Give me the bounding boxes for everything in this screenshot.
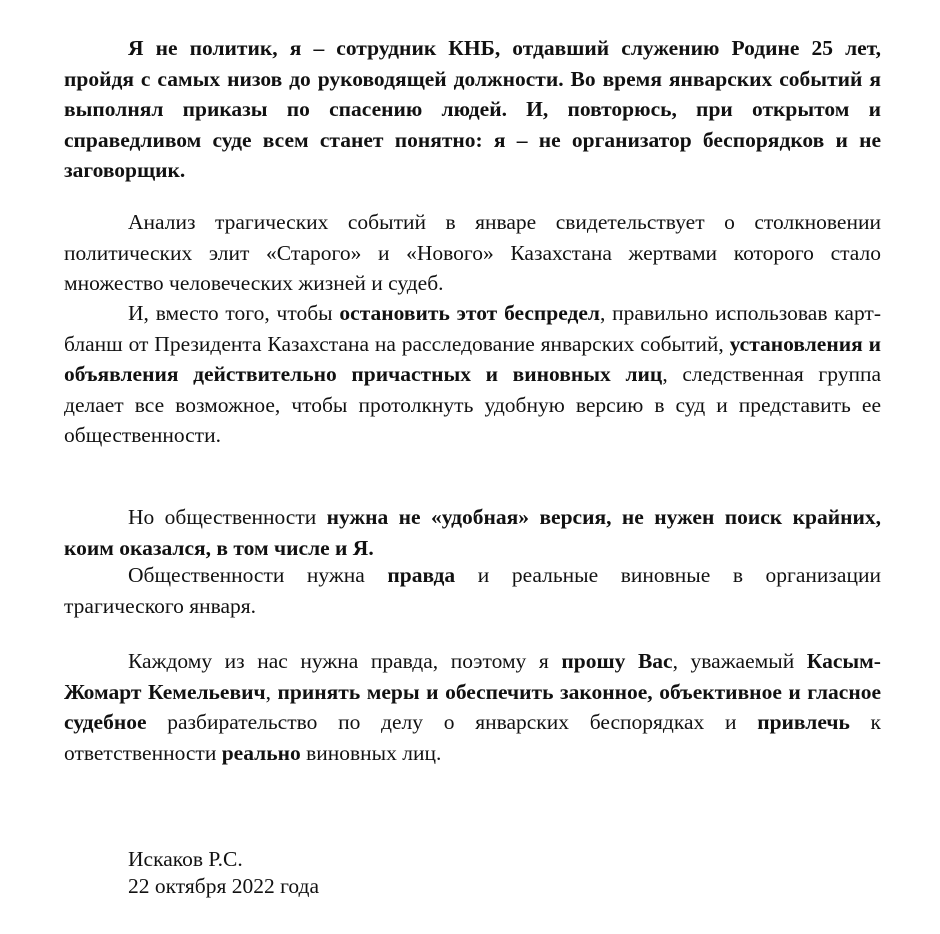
paragraph-public-need	[64, 502, 881, 563]
text-run: Но общественности	[128, 505, 327, 529]
bold-run: Касым-Жомарт Кемельевич	[64, 649, 881, 704]
text-run: к ответственности	[64, 710, 881, 765]
bold-run: правда	[387, 563, 456, 587]
bold-run: реально	[221, 740, 301, 765]
paragraph-investigation	[64, 298, 881, 451]
text-run: , правильно использовав карт-бланш от Президента Казахстана на расследование январских событий,	[64, 301, 881, 356]
bold-run: прошу Вас	[561, 649, 673, 673]
bold-run: установления и объявления действительно причастных и виновных лиц	[64, 331, 881, 386]
text-run: , следственная группа делает все возможное, чтобы протолкнуть удобную версию в суд и представить ее общественности.	[64, 362, 881, 447]
text-run: разбирательство по делу о январских беспорядках и	[146, 710, 758, 734]
text-run: Общественности нужна	[128, 563, 388, 587]
text-run: и реальные виновные в организации трагического января.	[64, 563, 881, 618]
text-run: виновных лиц.	[300, 740, 442, 765]
paragraph-statement: Я не политик, я – сотрудник КНБ, отдавший служению Родине 25 лет, пройдя с самых низов до руководящей должности. Во время январских событий я выполнял приказы по спасению людей. И, повторюсь, при открытом и справедливом суде всем станет понятно: я – не организатор беспорядков и не заговорщик.	[64, 36, 881, 182]
paragraph-request	[64, 646, 881, 768]
text-run: И, вместо того, чтобы	[128, 301, 340, 325]
text-run: ,	[265, 679, 278, 704]
bold-run: нужна не «удобная» версия, не нужен поиск крайних, коим оказался, в том числе и Я.	[64, 505, 881, 560]
bold-run: принять меры и обеспечить законное, объективное и гласное судебное	[64, 679, 882, 734]
paragraph-truth	[64, 560, 881, 621]
text-run: Каждому из нас нужна правда, поэтому я	[128, 649, 562, 673]
signature-date: 22 октября 2022 года	[128, 874, 320, 898]
bold-run: привлечь	[757, 710, 850, 734]
bold-run: остановить этот беспредел	[339, 301, 600, 325]
paragraph-analysis: Анализ трагических событий в январе свидетельствует о столкновении политических элит «Старого» и «Нового» Казахстана жертвами которого стало множество человеческих жизней и судеб.	[64, 210, 881, 295]
text-run: , уважаемый	[672, 649, 807, 673]
signature-name: Искаков Р.С.	[128, 847, 243, 871]
